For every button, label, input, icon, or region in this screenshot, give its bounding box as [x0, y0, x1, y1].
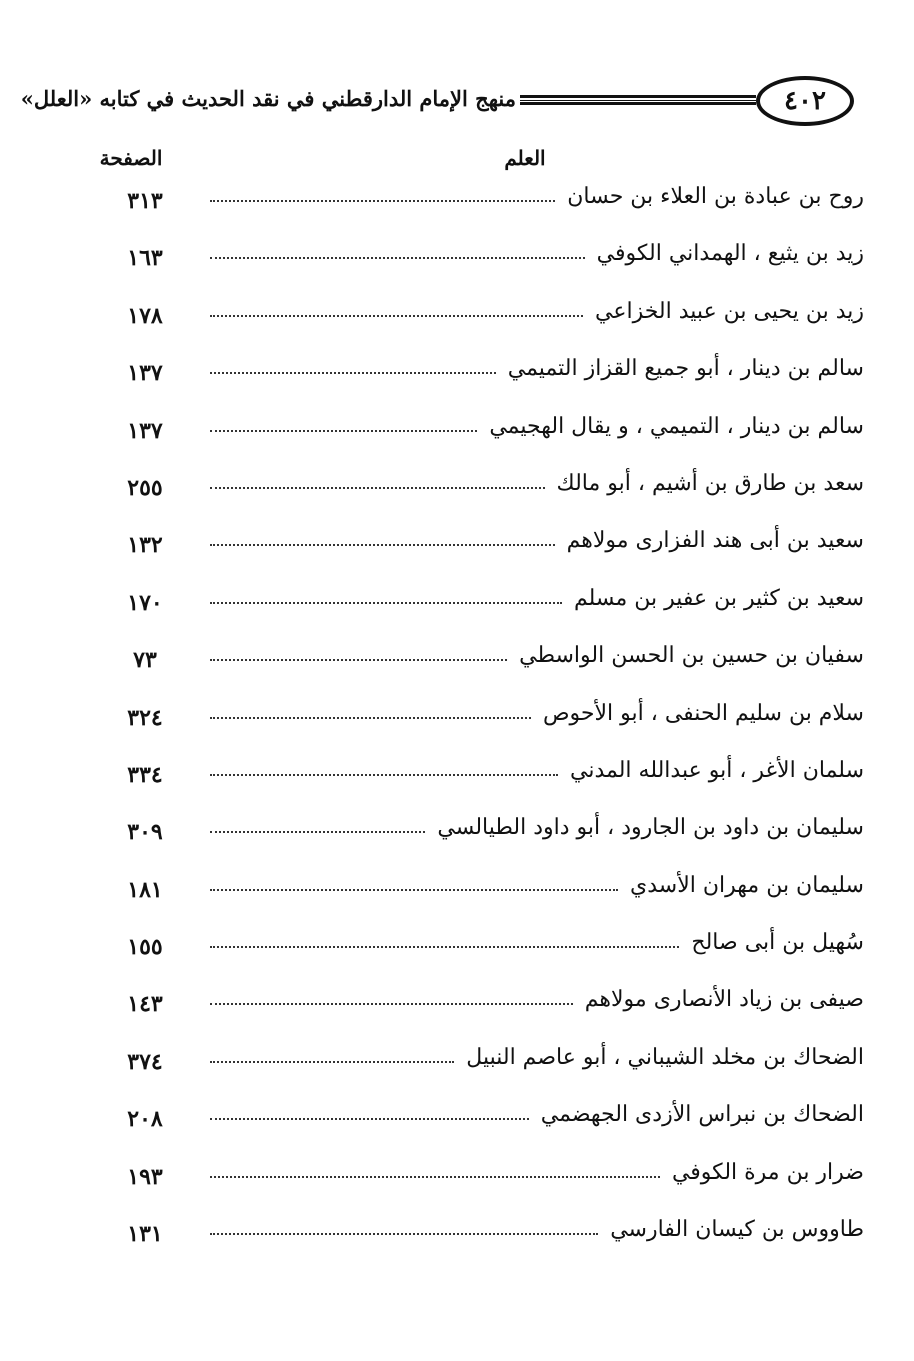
index-row — [0, 1211, 914, 1268]
dot-leader — [210, 889, 618, 891]
dot-leader — [210, 1118, 529, 1120]
entry-name: طاووس بن كيسان الفارسي — [610, 1217, 864, 1243]
entry-page-number: ٣٠٩ — [127, 819, 163, 846]
index-row — [0, 867, 914, 924]
entry-page-number: ١٤٣ — [127, 991, 163, 1018]
index-row — [0, 1154, 914, 1211]
entry-page-number: ١٨١ — [127, 876, 163, 903]
entry-name: سفيان بن حسين بن الحسن الواسطي — [519, 643, 864, 669]
index-row — [0, 1096, 914, 1153]
entry-page-number: ١٣١ — [127, 1221, 163, 1248]
entry-page-number: ١٣٧ — [127, 360, 163, 387]
index-row — [0, 178, 914, 235]
entry-name: سعيد بن أبى هند الفزارى مولاهم — [566, 528, 864, 554]
index-row — [0, 293, 914, 350]
index-row — [0, 752, 914, 809]
index-row — [0, 637, 914, 694]
entry-page-number: ١٦٣ — [127, 245, 163, 272]
header-rule — [520, 95, 756, 105]
dot-leader — [210, 1233, 598, 1235]
entry-name: سُهيل بن أبى صالح — [691, 930, 864, 956]
column-heading-page: الصفحة — [99, 146, 163, 170]
index-row — [0, 580, 914, 637]
dot-leader — [210, 200, 555, 202]
entry-name: سعيد بن كثير بن عفير بن مسلم — [573, 585, 864, 611]
index-row — [0, 350, 914, 407]
dot-leader — [210, 717, 531, 719]
dot-leader — [210, 1003, 573, 1005]
index-row — [0, 522, 914, 579]
entry-name: ضرار بن مرة الكوفي — [671, 1159, 864, 1185]
dot-leader — [210, 430, 477, 432]
dot-leader — [210, 487, 545, 489]
entry-name: سلام بن سليم الحنفى ، أبو الأحوص — [542, 700, 864, 726]
dot-leader — [210, 315, 583, 317]
dot-leader — [210, 946, 679, 948]
index-row — [0, 465, 914, 522]
dot-leader — [210, 774, 558, 776]
entry-name: سليمان بن مهران الأسدي — [630, 872, 864, 898]
dot-leader — [210, 544, 555, 546]
entry-page-number: ١٩٣ — [127, 1163, 163, 1190]
entry-name: زيد بن يحيى بن عبيد الخزاعي — [595, 298, 864, 324]
entry-name: سليمان بن داود بن الجارود ، أبو داود الطيالسي — [437, 815, 864, 841]
running-title: منهج الإمام الدارقطني في نقد الحديث في كتابه «العلل» — [20, 86, 516, 111]
index-row — [0, 1039, 914, 1096]
entry-page-number: ٣١٣ — [127, 188, 163, 214]
entry-page-number: ٧٣ — [133, 647, 157, 674]
entry-page-number: ١٣٧ — [127, 417, 163, 444]
entry-page-number: ٣٧٤ — [127, 1048, 163, 1075]
entry-name: سلمان الأغر ، أبو عبدالله المدني — [569, 757, 864, 783]
index-row — [0, 695, 914, 752]
index-row — [0, 408, 914, 465]
entry-name: الضحاك بن نبراس الأزدى الجهضمي — [540, 1102, 864, 1128]
entry-page-number: ٣٢٤ — [127, 704, 163, 731]
entry-page-number: ١٧٨ — [127, 302, 163, 329]
dot-leader — [210, 659, 507, 661]
dot-leader — [210, 1176, 660, 1178]
entry-page-number: ٣٣٤ — [127, 761, 163, 788]
dot-leader — [210, 602, 562, 604]
index-row — [0, 235, 914, 292]
entry-page-number: ١٥٥ — [127, 934, 163, 961]
column-heading-name: العلم — [504, 146, 546, 170]
entry-page-number: ١٧٠ — [127, 589, 163, 616]
entry-name: روح بن عبادة بن العلاء بن حسان — [567, 184, 864, 209]
dot-leader — [210, 1061, 454, 1063]
entry-page-number: ١٣٢ — [127, 532, 163, 559]
entry-page-number: ٢٥٥ — [127, 474, 163, 501]
entry-name: زيد بن يثيع ، الهمداني الكوفي — [596, 241, 864, 267]
entry-name: صيفى بن زياد الأنصارى مولاهم — [584, 987, 864, 1013]
page-number: ٤٠٢ — [756, 76, 854, 126]
entry-name: الضحاك بن مخلد الشيباني ، أبو عاصم النبيل — [466, 1044, 864, 1070]
dot-leader — [210, 372, 496, 374]
dot-leader — [210, 831, 425, 833]
entry-name: سالم بن دينار ، أبو جميع القزاز التميمي — [507, 356, 864, 382]
index-row — [0, 809, 914, 866]
entry-page-number: ٢٠٨ — [127, 1106, 163, 1133]
dot-leader — [210, 257, 585, 259]
index-row — [0, 981, 914, 1038]
entry-name: سالم بن دينار ، التميمي ، و يقال الهجيمي — [489, 413, 864, 439]
entry-name: سعد بن طارق بن أشيم ، أبو مالك — [556, 470, 864, 496]
index-row — [0, 924, 914, 981]
index-list — [0, 178, 914, 1268]
